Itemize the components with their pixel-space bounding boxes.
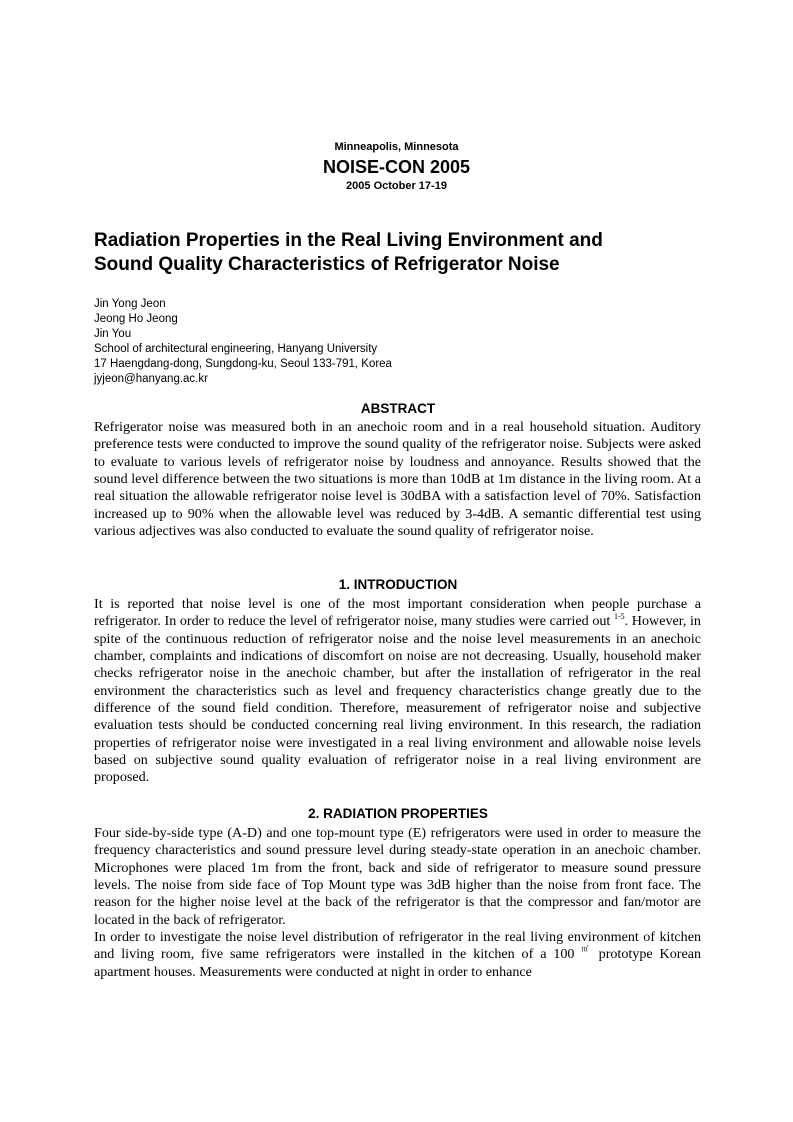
author-block xyxy=(94,297,694,387)
paper-title xyxy=(94,229,714,277)
conference-date: 2005 October 17-19 xyxy=(346,180,447,192)
introduction-text-part1: It is reported that noise level is one of the most important consideration when people purchase a refrigerator. In order to reduce the level of refrigerator noise, many studies were carried out xyxy=(94,596,701,630)
author-email: jyjeon@hanyang.ac.kr xyxy=(94,373,208,385)
introduction-text xyxy=(94,596,701,787)
author-name: Jeong Ho Jeong xyxy=(94,313,178,325)
conference-name: NOISE-CON 2005 xyxy=(322,157,471,177)
author-affiliation: School of architectural engineering, Hanyang University xyxy=(94,343,378,355)
area-unit: ㎡ xyxy=(581,945,592,954)
radiation-paragraph1: Four side-by-side type (A-D) and one top-mount type (E) refrigerators were used in order to measure the frequency characteristics and sound pressure level during steady-state operation in an anechoic chamber. Microphones were placed 1m from the front, back and side of refrigerator to measure sound pressure levels. The noise from side face of Top Mount type was 3dB higher than the noise from front face. The reason for the higher noise level at the back of the refrigerator is that the compressor and fan/motor are located in the back of refrigerator. xyxy=(94,825,701,928)
introduction-text-part2: . However, in spite of the continuous reduction of refrigerator noise and the noise level measurements in an anechoic chamber, complaints and indications of discomfort on noise are not decreasing. Usually, household maker checks refrigerator noise in the anechoic chamber, but after the installation of refrigerator in the real environment the characteristics such as level and frequency characteristics change greatly due to the difference of the sound field condition. Therefore, measurement of refrigerator noise and subjective evaluation tests should be conducted concerning real living environment. In this research, the radiation properties of refrigerator noise were investigated in a real living environment and allowable noise levels based on subjective sound quality evaluation of refrigerator noise in a real living environment are proposed. xyxy=(94,613,701,786)
author-name: Jin You xyxy=(94,328,132,340)
citation-ref: 1-5 xyxy=(613,612,625,622)
abstract-heading: ABSTRACT xyxy=(360,401,436,416)
abstract-text: Refrigerator noise was measured both in an anechoic room and in a real household situation. Auditory preference tests were conducted to improve the sound quality of the refrigerator noise. Subjects were asked to evaluate to various levels of refrigerator noise by loudness and annoyance. Results showed that the sound level difference between the two situations is more than 10dB at 1m distance in the living room. At a real situation the allowable refrigerator noise level is 30dBA with a satisfaction level of 70%. Satisfaction increased up to 90% when the allowable level was reduced by 3-4dB. A semantic differential test using various adjectives was also conducted to evaluate the sound quality of refrigerator noise. xyxy=(94,419,701,540)
conference-location: Minneapolis, Minnesota xyxy=(334,141,459,153)
radiation-paragraph2-part1: In order to investigate the noise level distribution of refrigerator in the real living environment of kitchen and living room, five same refrigerators were installed in the kitchen of a 100 xyxy=(94,929,701,963)
radiation-paragraph2 xyxy=(94,929,701,981)
paper-title-line2: Sound Quality Characteristics of Refrigerator Noise xyxy=(94,254,560,275)
author-address: 17 Haengdang-dong, Sungdong-ku, Seoul 133-791, Korea xyxy=(94,358,392,370)
introduction-heading: 1. INTRODUCTION xyxy=(338,577,458,592)
radiation-paragraph2-part2: prototype Korean apartment houses. Measurements were conducted at night in order to enhance xyxy=(94,946,702,980)
author-name: Jin Yong Jeon xyxy=(94,298,166,310)
paper-title-line1: Radiation Properties in the Real Living Environment and xyxy=(94,230,603,251)
radiation-heading: 2. RADIATION PROPERTIES xyxy=(308,806,488,821)
